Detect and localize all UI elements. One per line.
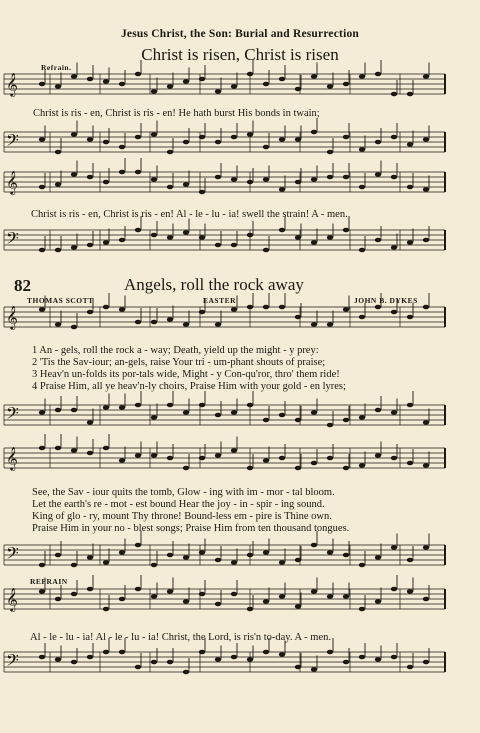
note-head [199, 310, 205, 315]
note-head [87, 587, 93, 592]
note-head [247, 657, 253, 662]
note-head [359, 415, 365, 420]
note-head [407, 665, 413, 670]
note-head [183, 466, 189, 471]
note-head [119, 238, 125, 243]
note-head [263, 599, 269, 604]
refrain-lyric: Al - le - lu - ia! Al - le - lu - ia! Christ, the Lord, is ris'n to-day. A - men. [30, 632, 331, 643]
verse-4-line-2: Praise Him in your no - blest songs; Praise Him from ten thousand tongues. [32, 523, 350, 534]
note-head [391, 175, 397, 180]
note-head [231, 177, 237, 182]
note-head [39, 655, 45, 660]
note-head [391, 410, 397, 415]
note-head [343, 175, 349, 180]
note-head [215, 453, 221, 458]
note-head [279, 413, 285, 418]
note-head [135, 587, 141, 592]
note-head [375, 140, 381, 145]
note-head [55, 597, 61, 602]
note-head [343, 466, 349, 471]
note-head [103, 446, 109, 451]
note-head [183, 79, 189, 84]
note-head [215, 175, 221, 180]
note-head [55, 150, 61, 155]
note-head [71, 74, 77, 79]
note-head [199, 650, 205, 655]
note-head [247, 305, 253, 310]
note-head [247, 466, 253, 471]
note-head [151, 453, 157, 458]
note-head [359, 463, 365, 468]
note-head [391, 545, 397, 550]
note-head [167, 553, 173, 558]
note-head [311, 461, 317, 466]
note-head [263, 248, 269, 253]
note-head [343, 135, 349, 140]
note-head [167, 84, 173, 89]
treble-clef-icon: 𝄞 [6, 72, 18, 96]
note-head [407, 558, 413, 563]
note-head [119, 82, 125, 87]
note-head [311, 240, 317, 245]
note-head [151, 594, 157, 599]
note-head [263, 418, 269, 423]
note-head [295, 466, 301, 471]
verse-1-line-1: 1 An - gels, roll the rock a - way; Death, yield up the might - y prey: [32, 345, 319, 356]
treble-clef-icon: 𝄞 [6, 170, 18, 194]
note-head [279, 137, 285, 142]
note-head [167, 589, 173, 594]
note-head [71, 325, 77, 330]
note-head [215, 243, 221, 248]
note-head [103, 240, 109, 245]
treble-clef-icon: 𝄞 [6, 446, 18, 470]
note-head [87, 310, 93, 315]
hymn-title-christ-is-risen: Christ is risen, Christ is risen [141, 45, 339, 64]
note-head [359, 563, 365, 568]
note-head [199, 550, 205, 555]
note-head [423, 545, 429, 550]
note-head [423, 238, 429, 243]
verse-1-line-2: See, the Sav - iour quits the tomb, Glow - ing with im - mor - tal bloom. [32, 487, 335, 498]
note-head [375, 72, 381, 77]
note-head [311, 667, 317, 672]
note-head [183, 599, 189, 604]
note-head [215, 602, 221, 607]
note-head [263, 177, 269, 182]
note-head [103, 79, 109, 84]
note-head [183, 555, 189, 560]
note-head [311, 410, 317, 415]
note-head [55, 408, 61, 413]
note-head [423, 137, 429, 142]
note-head [71, 448, 77, 453]
note-head [295, 418, 301, 423]
note-head [295, 604, 301, 609]
note-head [135, 228, 141, 233]
note-head [183, 322, 189, 327]
note-head [327, 650, 333, 655]
note-head [103, 405, 109, 410]
note-head [327, 456, 333, 461]
note-head [279, 560, 285, 565]
note-head [375, 599, 381, 604]
author: THOMAS SCOTT [27, 296, 94, 305]
note-head [391, 135, 397, 140]
note-head [87, 175, 93, 180]
note-head [279, 187, 285, 192]
refrain-label-b: REFRAIN [30, 577, 68, 586]
note-head [247, 553, 253, 558]
note-head [295, 137, 301, 142]
note-head [199, 592, 205, 597]
note-head [87, 137, 93, 142]
verse-2-line-2: Let the earth's re - mot - est bound Hear the joy - in - spir - ing sound. [32, 499, 325, 510]
note-head [247, 180, 253, 185]
note-head [215, 89, 221, 94]
note-head [151, 177, 157, 182]
note-head [407, 461, 413, 466]
note-head [247, 233, 253, 238]
note-head [183, 410, 189, 415]
note-head [343, 307, 349, 312]
note-head [247, 132, 253, 137]
note-head [135, 170, 141, 175]
note-head [167, 317, 173, 322]
note-head [231, 448, 237, 453]
note-head [423, 597, 429, 602]
note-head [119, 145, 125, 150]
note-head [135, 543, 141, 548]
note-head [119, 307, 125, 312]
note-head [87, 555, 93, 560]
note-head [359, 655, 365, 660]
note-head [71, 592, 77, 597]
note-head [167, 235, 173, 240]
bass-clef-icon: 𝄢 [6, 543, 19, 567]
note-head [151, 320, 157, 325]
note-head [359, 248, 365, 253]
note-head [231, 410, 237, 415]
treble-clef-icon: 𝄞 [6, 305, 18, 329]
note-head [263, 305, 269, 310]
lyric-line-a2: Christ is ris - en, Christ is ris - en! Al - le - lu - ia! swell the strain! A - men. [31, 209, 348, 220]
note-head [327, 322, 333, 327]
note-head [279, 456, 285, 461]
note-head [295, 87, 301, 92]
note-head [167, 660, 173, 665]
note-head [327, 550, 333, 555]
bass-clef-icon: 𝄢 [6, 130, 19, 154]
note-head [55, 657, 61, 662]
note-head [359, 74, 365, 79]
note-head [167, 150, 173, 155]
note-head [295, 558, 301, 563]
note-head [103, 140, 109, 145]
note-head [55, 553, 61, 558]
note-head [151, 415, 157, 420]
note-head [311, 543, 317, 548]
note-head [407, 403, 413, 408]
note-head [87, 655, 93, 660]
note-head [375, 172, 381, 177]
note-head [375, 657, 381, 662]
note-head [327, 235, 333, 240]
note-head [183, 182, 189, 187]
note-head [247, 403, 253, 408]
note-head [311, 589, 317, 594]
note-head [327, 150, 333, 155]
note-head [231, 84, 237, 89]
note-head [151, 233, 157, 238]
note-head [55, 322, 61, 327]
note-head [71, 172, 77, 177]
note-head [343, 660, 349, 665]
note-head [375, 453, 381, 458]
note-head [39, 446, 45, 451]
note-head [343, 553, 349, 558]
note-head [359, 607, 365, 612]
note-head [359, 185, 365, 190]
note-head [327, 594, 333, 599]
note-head [375, 305, 381, 310]
note-head [295, 235, 301, 240]
note-head [423, 660, 429, 665]
note-head [87, 243, 93, 248]
note-head [199, 456, 205, 461]
note-head [135, 320, 141, 325]
note-head [279, 305, 285, 310]
note-head [423, 187, 429, 192]
note-head [151, 660, 157, 665]
note-head [343, 82, 349, 87]
note-head [167, 185, 173, 190]
note-head [167, 456, 173, 461]
note-head [343, 418, 349, 423]
note-head [39, 137, 45, 142]
note-head [423, 305, 429, 310]
note-head [231, 135, 237, 140]
note-head [39, 248, 45, 253]
note-head [199, 403, 205, 408]
note-head [263, 458, 269, 463]
note-head [167, 403, 173, 408]
note-head [199, 190, 205, 195]
note-head [103, 607, 109, 612]
bass-clef-icon: 𝄢 [6, 228, 19, 252]
note-head [343, 228, 349, 233]
note-head [71, 563, 77, 568]
note-head [199, 135, 205, 140]
note-head [407, 92, 413, 97]
note-head [135, 72, 141, 77]
note-head [183, 670, 189, 675]
note-head [119, 550, 125, 555]
note-head [391, 92, 397, 97]
note-head [279, 228, 285, 233]
note-head [295, 315, 301, 320]
note-head [407, 315, 413, 320]
note-head [39, 410, 45, 415]
note-head [215, 657, 221, 662]
section-header: Jesus Christ, the Son: Burial and Resurrection [120, 28, 360, 40]
note-head [183, 140, 189, 145]
note-head [87, 451, 93, 456]
bass-clef-icon: 𝄢 [6, 403, 19, 427]
note-head [311, 130, 317, 135]
note-head [391, 245, 397, 250]
note-head [375, 408, 381, 413]
verse-2-line-1: 2 'Tis the Sav-iour; an-gels, raise Your tri - um-phant shouts of praise; [32, 357, 326, 368]
note-head [119, 170, 125, 175]
note-head [407, 589, 413, 594]
note-head [55, 182, 61, 187]
note-head [215, 322, 221, 327]
note-head [375, 238, 381, 243]
note-head [231, 655, 237, 660]
treble-clef-icon: 𝄞 [6, 587, 18, 611]
note-head [263, 550, 269, 555]
note-head [151, 132, 157, 137]
note-head [199, 77, 205, 82]
note-head [103, 305, 109, 310]
note-head [151, 563, 157, 568]
note-head [55, 84, 61, 89]
note-head [295, 180, 301, 185]
note-head [263, 650, 269, 655]
note-head [231, 560, 237, 565]
note-head [423, 420, 429, 425]
note-head [343, 594, 349, 599]
note-head [263, 145, 269, 150]
note-head [215, 140, 221, 145]
composer: JOHN B. DYKES [354, 296, 418, 305]
verse-3-line-2: King of glo - ry, mount Thy throne! Bound-less em - pire is Thine own. [32, 511, 332, 522]
note-head [119, 650, 125, 655]
note-head [327, 84, 333, 89]
note-head [55, 446, 61, 451]
bass-clef-icon: 𝄢 [6, 650, 19, 674]
lyric-line-a1: Christ is ris - en, Christ is ris - en! He hath burst His bonds in twain; [33, 108, 320, 119]
note-head [87, 420, 93, 425]
note-head [71, 245, 77, 250]
note-head [279, 594, 285, 599]
refrain-label-a: Refrain. [41, 63, 72, 72]
note-head [39, 185, 45, 190]
tune-name: EASTER [203, 296, 237, 305]
note-head [295, 665, 301, 670]
note-head [279, 77, 285, 82]
note-head [391, 655, 397, 660]
note-head [183, 230, 189, 235]
note-head [391, 587, 397, 592]
note-head [71, 132, 77, 137]
note-head [71, 660, 77, 665]
note-head [135, 403, 141, 408]
note-head [103, 560, 109, 565]
note-head [39, 589, 45, 594]
note-head [103, 180, 109, 185]
verse-3-line-1: 3 Heav'n un-folds its por-tals wide, Might - y Con-qu'ror, thro' them ride! [32, 369, 340, 380]
hymn-title-angels: Angels, roll the rock away [124, 275, 304, 294]
note-head [87, 77, 93, 82]
note-head [103, 650, 109, 655]
note-head [135, 453, 141, 458]
note-head [263, 82, 269, 87]
note-head [199, 235, 205, 240]
note-head [71, 408, 77, 413]
note-head [391, 456, 397, 461]
note-head [359, 315, 365, 320]
note-head [39, 307, 45, 312]
note-head [231, 307, 237, 312]
note-head [407, 185, 413, 190]
note-head [327, 175, 333, 180]
note-head [231, 243, 237, 248]
note-head [135, 665, 141, 670]
note-head [55, 248, 61, 253]
note-head [407, 142, 413, 147]
note-head [151, 89, 157, 94]
note-head [391, 310, 397, 315]
note-head [119, 597, 125, 602]
note-head [311, 177, 317, 182]
note-head [135, 135, 141, 140]
note-head [327, 423, 333, 428]
note-head [119, 405, 125, 410]
note-head [247, 72, 253, 77]
note-head [247, 607, 253, 612]
note-head [311, 74, 317, 79]
verse-4-line-1: 4 Praise Him, all ye heav'n-ly choirs, Praise Him with your gold - en lyres; [32, 381, 346, 392]
note-head [407, 240, 413, 245]
note-head [39, 563, 45, 568]
note-head [423, 74, 429, 79]
note-head [231, 592, 237, 597]
note-head [39, 82, 45, 87]
note-head [215, 558, 221, 563]
note-head [279, 652, 285, 657]
note-head [359, 147, 365, 152]
note-head [375, 555, 381, 560]
note-head [423, 463, 429, 468]
note-head [215, 413, 221, 418]
note-head [311, 322, 317, 327]
note-head [119, 458, 125, 463]
hymn-number: 82 [14, 276, 31, 295]
